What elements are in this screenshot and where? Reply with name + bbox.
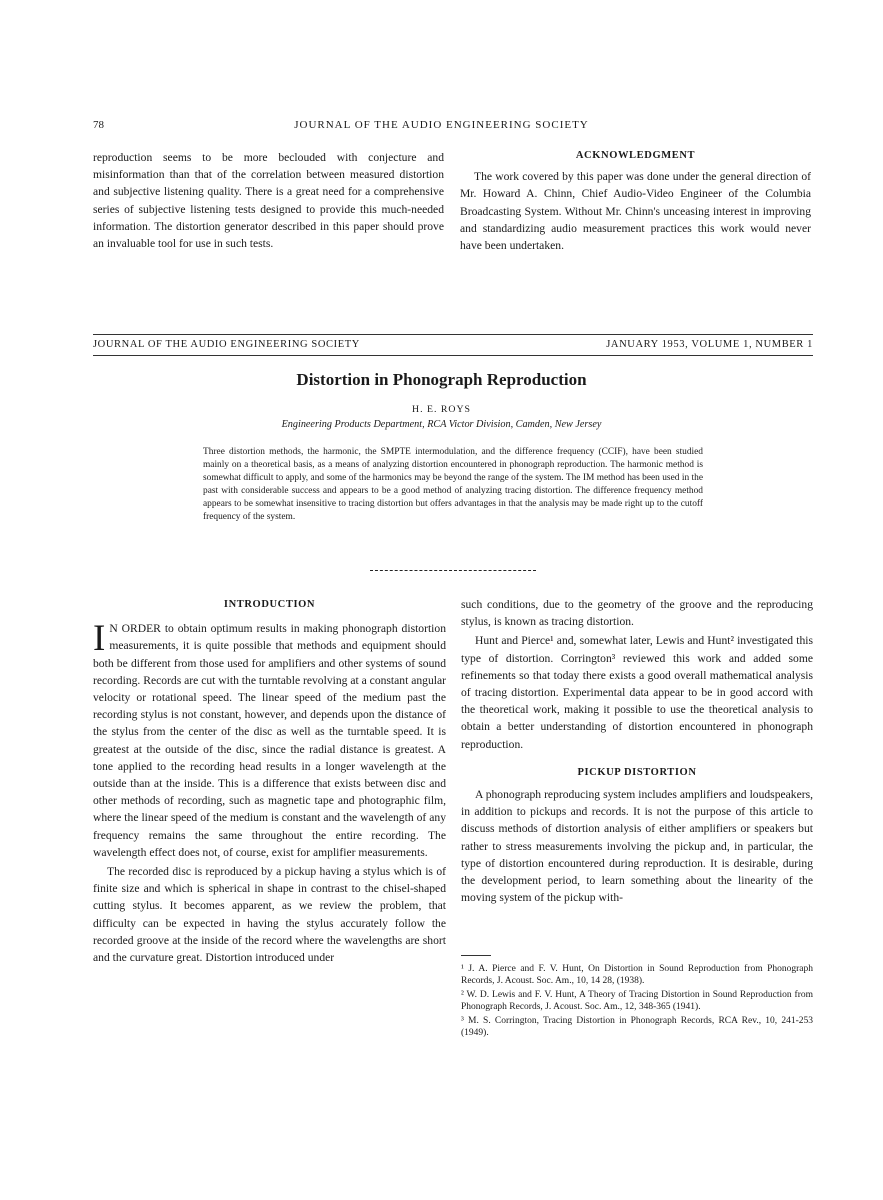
introduction-paragraph-1-text: N ORDER to obtain optimum results in making phonograph distortion measurements, it is quite possible that methods and equipment should both be different from those used for amplifiers and other systems of sound recording. Records are cut with the turntable revolving at a constant angular velocity or rotational speed. The linear speed of the medium past the recording stylus is not constant, however, and depends upon the distance of the stylus from the center of the disc as well as the turntable speed. It is greatest at the outside of the disc, since the radial distance is greatest. A tone applied to the recording head results in a longer wavelength at the outside than at the inside. This is a difference that exists between disc and other methods of recording, such as magnetic tape and photographic film, where the linear speed of the medium is constant and the wavelength of any frequency remains the same throughout the entire recording. The wavelength effect does not, of course, exist for amplifier measurements. (93, 622, 446, 859)
journal-bar (93, 339, 813, 353)
article-title: Distortion in Phonograph Reproduction (296, 370, 587, 389)
introduction-paragraph-1 (93, 620, 446, 861)
article-author: H. E. ROYS (412, 404, 471, 415)
pickup-distortion-paragraph: A phonograph reproducing system includes amplifiers and loudspeakers, in addition to pickups and records. It is not the purpose of this article to discuss methods of distortion analysis of either amplifiers or speakers but rather to stress measurements involving the pickup and, in particular, the type of distortion encountered during reproduction. It is desirable, during the development period, to learn something about the linearity of the moving system of the pickup with- (461, 788, 813, 905)
acknowledgment-heading: ACKNOWLEDGMENT (575, 150, 696, 161)
journal-name: JOURNAL OF THE AUDIO ENGINEERING SOCIETY (93, 339, 360, 350)
footnotes (461, 963, 813, 1040)
abstract: Three distortion methods, the harmonic, the SMPTE intermodulation, and the difference frequency (CCIF), have been studied mainly on a theoretical basis, as a means of analyzing distortion encountered in phonograph reproduction. The harmonic method is somewhat difficult to apply, and some of the harmonics may be beyond the range of the system. The IM method has been used in the past with considerable success and appears to be a good method of analyzing tracing distortion. The difference frequency method appears to be somewhat insensitive to tracing distortion but offers advantages in that the analysis may be made right up to the cutoff frequency of the system. (203, 447, 703, 522)
footnote-rule (461, 955, 491, 956)
conclusion-paragraph: reproduction seems to be more beclouded with conjecture and misinformation than that of the correlation between measured distortion and subjective listening quality. There is a great need for a comprehensive series of subjective listening tests designed to provide this much-needed information. The distortion generator described in this paper should prove an invaluable tool for use in such tests. (93, 151, 444, 251)
page-number: 78 (93, 119, 104, 131)
author-affiliation: Engineering Products Department, RCA Victor Division, Camden, New Jersey (281, 419, 602, 430)
acknowledgment-text: The work covered by this paper was done under the general direction of Mr. Howard A. Chinn, Chief Audio-Video Engineer of the Columbia Broadcasting System. Without Mr. Chinn's unceasing interest in improving and standardizing audio measurement practices this work would never have been undertaken. (460, 170, 811, 253)
footnote-3: ³ M. S. Corrington, Tracing Distortion in Phonograph Records, RCA Rev., 10, 241-253 (1949). (461, 1015, 813, 1039)
footnote-1: ¹ J. A. Pierce and F. V. Hunt, On Distortion in Sound Reproduction from Phonograph Records, J. Acoust. Soc. Am., 10, 14 28, (1938). (461, 964, 813, 987)
prior-work-paragraph: Hunt and Pierce¹ and, somewhat later, Lewis and Hunt² investigated this type of distortion. Corrington³ reviewed this work and added some refinements so that today there exists a good overall mathematical analysis of tracing distortion. Experimental data appear to be in good accord with the theoretical work, making it possible to use the theoretical analysis to obtain a better understanding of distortion encountered in phonograph reproduction. (461, 634, 813, 751)
section-separator (370, 570, 536, 572)
acknowledgment-section (460, 147, 811, 254)
pickup-distortion-heading: PICKUP DISTORTION (577, 766, 697, 778)
journal-bar-rule-bottom (93, 355, 813, 356)
page-header (0, 119, 883, 135)
running-title: JOURNAL OF THE AUDIO ENGINEERING SOCIETY (294, 119, 589, 131)
tracing-distortion-paragraph: such conditions, due to the geometry of the groove and the reproducing stylus, is known as tracing distortion. (461, 598, 813, 629)
introduction-section (93, 596, 446, 966)
previous-article-conclusion (93, 149, 444, 252)
right-column (461, 596, 813, 906)
journal-bar-rule-top (93, 334, 813, 335)
introduction-paragraph-2: The recorded disc is reproduced by a pickup having a stylus which is of finite size and which is spherical in shape in contrast to the chisel-shaped cutting stylus. It becomes apparent, as we review the problem, that difficulty can be expected in having the stylus accurately follow the recorded groove at the inside of the record where the wavelengths are short and the curvature great. Distortion introduced under (93, 865, 446, 965)
drop-cap: I (93, 618, 106, 660)
issue-info: JANUARY 1953, VOLUME 1, NUMBER 1 (606, 339, 813, 350)
footnote-2: ² W. D. Lewis and F. V. Hunt, A Theory of Tracing Distortion in Sound Reproduction from Phonograph Records, J. Acoust. Soc. Am., 12, 348-365 (1941). (461, 989, 813, 1013)
introduction-heading: INTRODUCTION (223, 599, 316, 610)
